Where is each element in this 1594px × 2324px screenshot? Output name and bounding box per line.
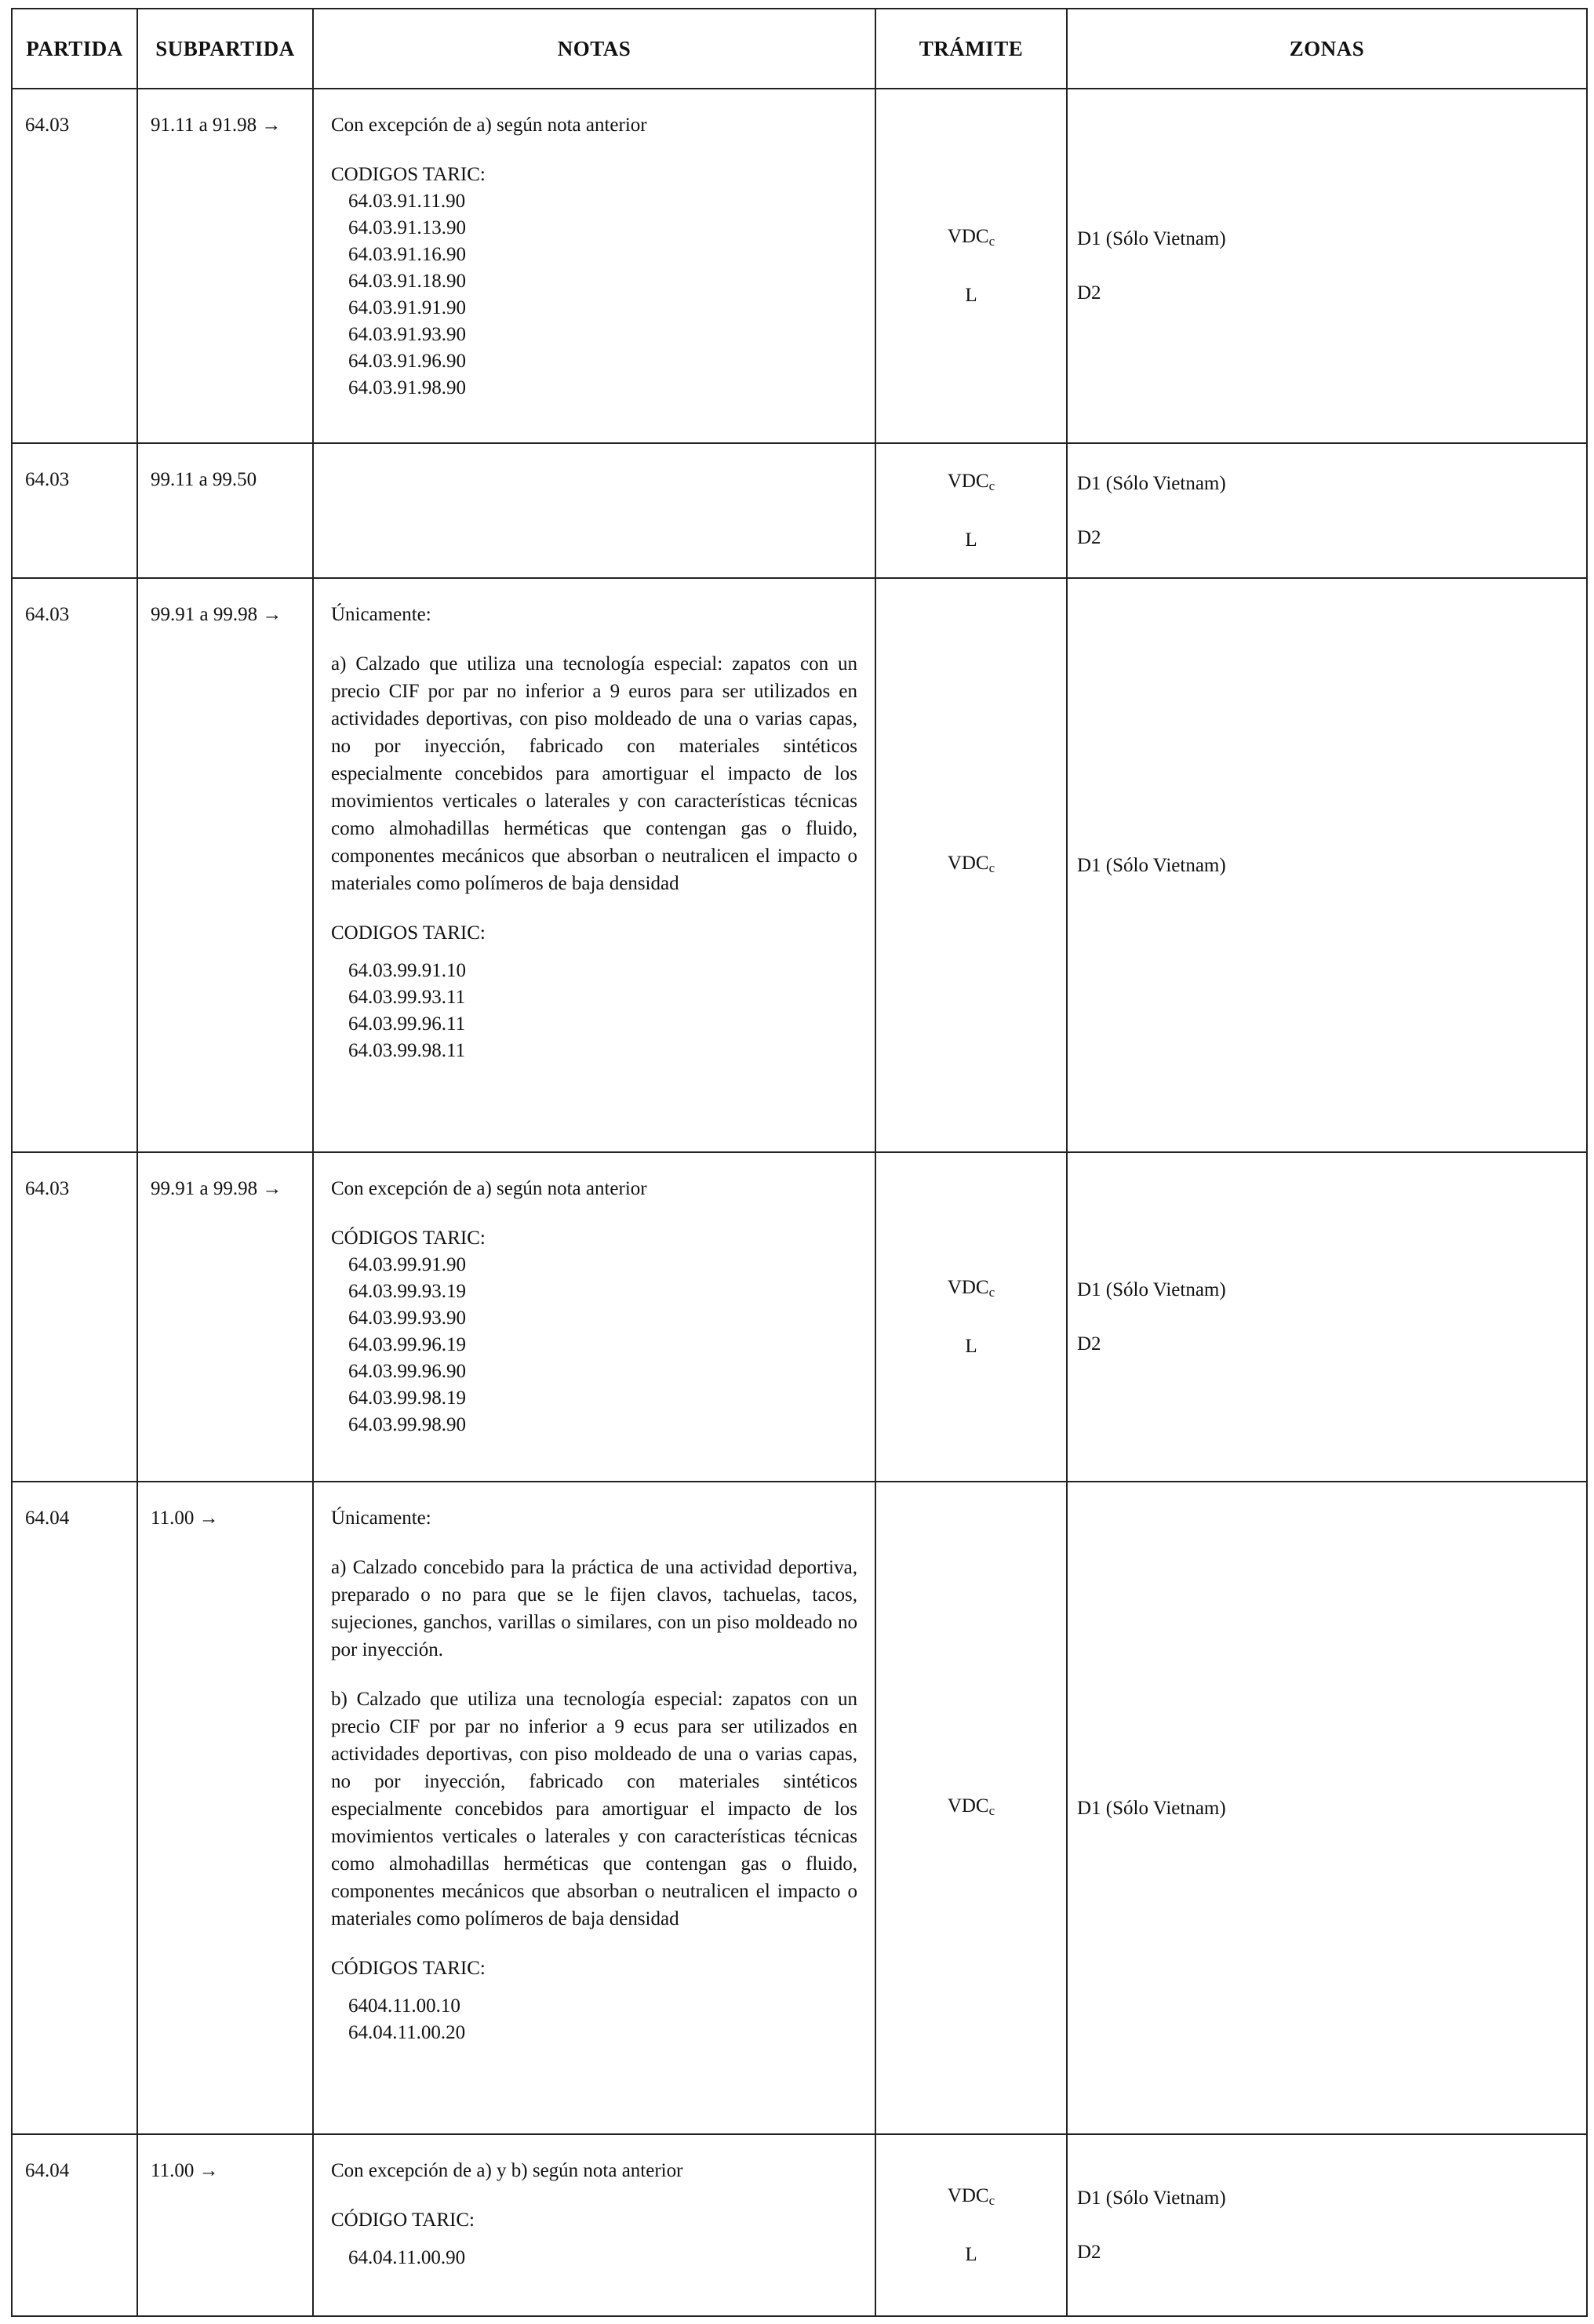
zona-value: D2 <box>1077 1333 1101 1355</box>
tramite-value: VDCc <box>947 471 995 493</box>
code-list <box>331 1252 857 1438</box>
code-item: 64.03.91.96.90 <box>348 351 466 372</box>
zonas-cell <box>1067 1482 1587 2134</box>
header-row <box>12 9 1587 89</box>
zona-value: D1 (Sólo Vietnam) <box>1077 2188 1226 2209</box>
subpartida-cell: 99.11 a 99.50 <box>137 443 313 578</box>
code-item: 64.04.11.00.90 <box>348 2247 466 2268</box>
code-item: 64.03.99.96.11 <box>348 1013 466 1035</box>
subpartida-cell: 11.00 → <box>137 1482 313 2134</box>
codes-label: CÓDIGOS TARIC: <box>331 1958 486 1979</box>
code-item: 64.03.99.93.11 <box>348 987 466 1008</box>
tramite-cell <box>875 1152 1067 1482</box>
tramite-value: VDCc <box>947 226 995 249</box>
subpartida-cell: 99.91 a 99.98 → <box>137 578 313 1152</box>
note-paragraph: b) Calzado que utiliza una tecnología especial: zapatos con un precio CIF por par no inferior a 9 ecus para ser utilizados en actividades deportivas, con piso moldeado de una o varias capas, no por inyección, fabricado con materiales sintéticos especialmente concebidos para amortiguar el impacto de los movimientos verticales o laterales y con características técnicas como almohadillas herméticas que contengan gas o fluido, componentes mecánicos que absorban o neutralicen el impacto o materiales como polímeros de baja densidad <box>331 1689 857 1929</box>
partida-cell: 64.04 <box>12 1482 137 2134</box>
notas-cell <box>313 1482 875 2134</box>
header-subpartida: SUBPARTIDA <box>137 9 313 89</box>
code-item: 64.03.99.91.10 <box>348 960 466 981</box>
code-item: 64.04.11.00.20 <box>348 2022 466 2043</box>
tramite-cell <box>875 578 1067 1152</box>
header-partida: PARTIDA <box>12 9 137 89</box>
notas-cell <box>313 443 875 578</box>
notas-cell <box>313 2134 875 2316</box>
zonas-cell <box>1067 443 1587 578</box>
partida-cell: 64.03 <box>12 578 137 1152</box>
zonas-cell <box>1067 578 1587 1152</box>
note-paragraph: a) Calzado que utiliza una tecnología especial: zapatos con un precio CIF por par no inferior a 9 euros para ser utilizados en actividades deportivas, con piso moldeado de una o varias capas, no por inyección, fabricado con materiales sintéticos especialmente concebidos para amortiguar el impacto de los movimientos verticales o laterales y con características técnicas como almohadillas herméticas que contengan gas o fluido, componentes mecánicos que absorban o neutralicen el impacto o materiales como polímeros de baja densidad <box>331 653 857 894</box>
tramite-value: VDCc <box>947 2185 995 2208</box>
header-notas: NOTAS <box>313 9 875 89</box>
subpartida-cell: 91.11 a 91.98 → <box>137 89 313 443</box>
zona-value: D1 (Sólo Vietnam) <box>1077 1279 1226 1300</box>
code-item: 64.03.99.93.19 <box>348 1281 466 1302</box>
zona-value: D2 <box>1077 282 1101 304</box>
code-item: 64.03.91.11.90 <box>348 191 466 212</box>
table-row <box>12 443 1587 578</box>
tramite-value: VDCc <box>947 852 995 875</box>
code-item: 64.03.91.18.90 <box>348 271 466 292</box>
code-item: 64.03.99.91.90 <box>348 1254 466 1275</box>
zona-value: D1 (Sólo Vietnam) <box>1077 228 1226 249</box>
tramite-cell <box>875 443 1067 578</box>
code-item: 64.03.91.16.90 <box>348 244 466 265</box>
tramite-value: L <box>965 1336 977 1357</box>
code-item: 64.03.99.96.90 <box>348 1361 466 1382</box>
code-item: 64.03.99.98.90 <box>348 1414 466 1435</box>
table-row <box>12 1482 1587 2134</box>
note-line: Con excepción de a) y b) según nota anterior <box>331 2160 683 2181</box>
zona-value: D2 <box>1077 2242 1101 2263</box>
zonas-cell <box>1067 2134 1587 2316</box>
codes-label: CÓDIGOS TARIC: <box>331 1227 486 1249</box>
zona-value: D1 (Sólo Vietnam) <box>1077 473 1226 494</box>
zona-value: D2 <box>1077 527 1101 548</box>
tramite-value: VDCc <box>947 1795 995 1818</box>
tariff-document <box>11 8 1586 2319</box>
table-row <box>12 2134 1587 2316</box>
code-list <box>331 2245 857 2271</box>
note-line: Con excepción de a) según nota anterior <box>331 115 647 136</box>
table-row <box>12 89 1587 443</box>
codes-label: CODIGOS TARIC: <box>331 922 486 944</box>
subpartida-cell: 11.00 → <box>137 2134 313 2316</box>
note-line: Únicamente: <box>331 604 431 625</box>
notas-cell <box>313 89 875 443</box>
tramite-value: L <box>965 529 977 551</box>
code-item: 64.03.91.13.90 <box>348 217 466 238</box>
tramite-value: VDCc <box>947 1277 995 1300</box>
zona-value: D1 (Sólo Vietnam) <box>1077 854 1226 876</box>
subpartida-cell: 99.91 a 99.98 → <box>137 1152 313 1482</box>
codes-label: CODIGOS TARIC: <box>331 164 486 185</box>
tramite-cell <box>875 89 1067 443</box>
code-list <box>331 188 857 402</box>
partida-cell: 64.04 <box>12 2134 137 2316</box>
notas-cell <box>313 578 875 1152</box>
partida-cell: 64.03 <box>12 89 137 443</box>
code-item: 64.03.99.93.90 <box>348 1307 466 1329</box>
tramite-cell <box>875 2134 1067 2316</box>
code-list <box>331 958 857 1064</box>
header-tramite: TRÁMITE <box>875 9 1067 89</box>
table-row <box>12 1152 1587 1482</box>
tramite-cell <box>875 1482 1067 2134</box>
code-item: 6404.11.00.10 <box>348 1995 460 2017</box>
zonas-cell <box>1067 1152 1587 1482</box>
code-item: 64.03.99.96.19 <box>348 1334 466 1355</box>
code-item: 64.03.99.98.11 <box>348 1040 466 1061</box>
partida-cell: 64.03 <box>12 443 137 578</box>
note-line: Únicamente: <box>331 1508 431 1529</box>
code-item: 64.03.91.91.90 <box>348 297 466 318</box>
tariff-table <box>11 8 1588 2317</box>
code-item: 64.03.91.98.90 <box>348 377 466 398</box>
header-zonas: ZONAS <box>1067 9 1587 89</box>
tramite-value: L <box>965 2244 977 2265</box>
code-item: 64.03.91.93.90 <box>348 324 466 345</box>
note-paragraph: a) Calzado concebido para la práctica de una actividad deportiva, preparado o no para que se le fijen clavos, tachuelas, tacos, sujeciones, ganchos, varillas o similares, con un piso moldeado no por inyección. <box>331 1557 857 1660</box>
notas-cell <box>313 1152 875 1482</box>
tramite-value: L <box>965 285 977 306</box>
note-line: Con excepción de a) según nota anterior <box>331 1178 647 1199</box>
partida-cell: 64.03 <box>12 1152 137 1482</box>
zonas-cell <box>1067 89 1587 443</box>
codes-label: CÓDIGO TARIC: <box>331 2209 475 2231</box>
code-list <box>331 1993 857 2046</box>
zona-value: D1 (Sólo Vietnam) <box>1077 1797 1226 1819</box>
code-item: 64.03.99.98.19 <box>348 1387 466 1409</box>
table-row <box>12 578 1587 1152</box>
